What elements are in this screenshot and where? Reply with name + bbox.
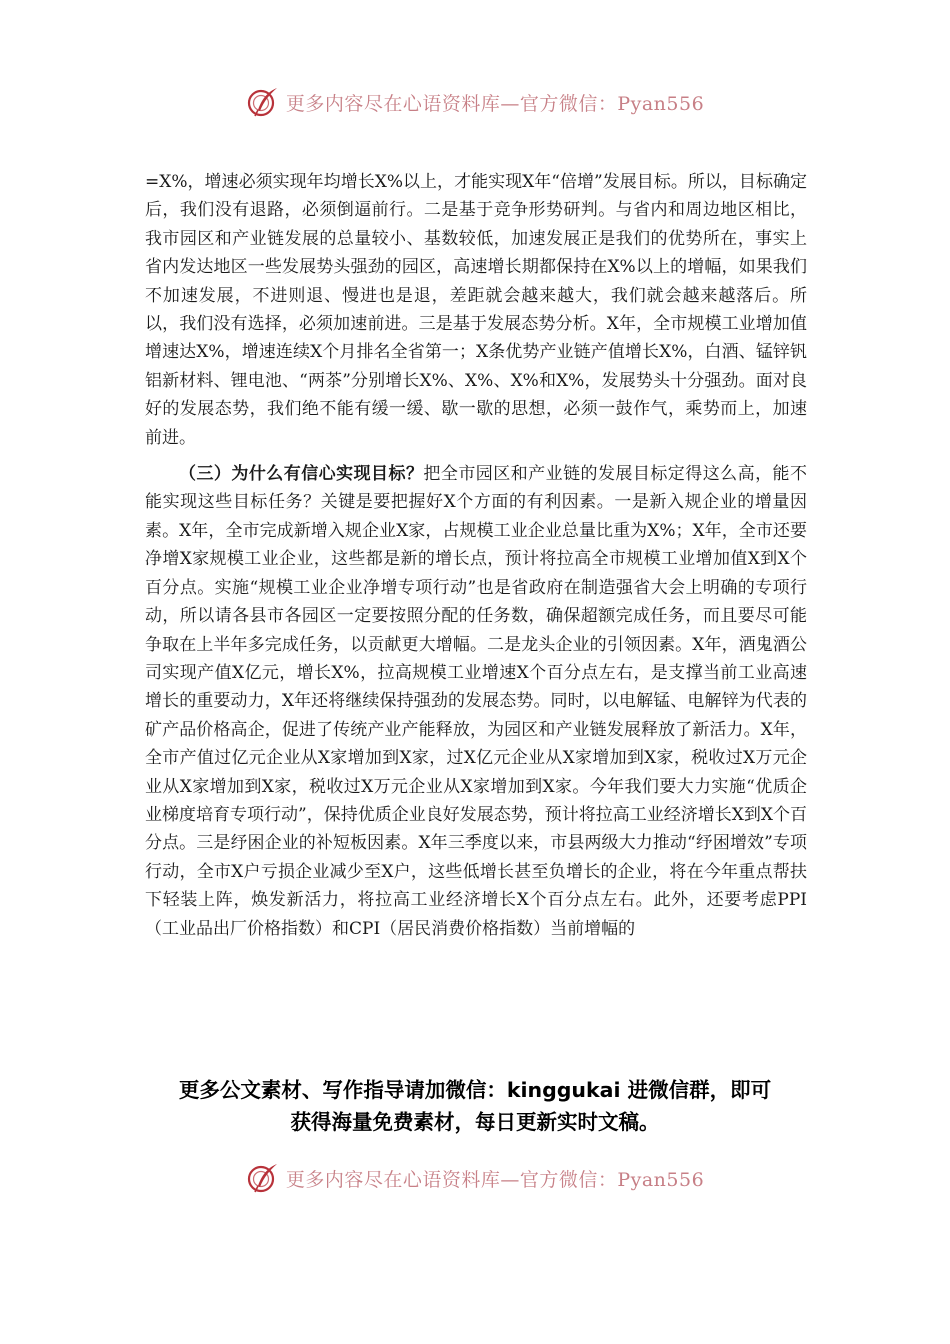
section-heading: （三）为什么有信心实现目标？ <box>179 464 424 485</box>
body-paragraph-1: =X%，增速必须实现年均增长X%以上，才能实现X年“倍增”发展目标。所以，目标确定后，我们没有退路，必须倒逼前行。二是基于竞争形势研判。与省内和周边地区相比，我市园区和产业链发展的总量较小、基数较低，加速发展正是我们的优势所在，事实上省内发达地区一些发展势头强劲的园区，高速增长期都保持在X%以上的增幅，如果我们不加速发展，不进则退、慢进也是退，差距就会越来越大，我们就会越来越落后。所以，我们没有选择，必须加速前进。三是基于发展态势分析。X年，全市规模工业增加值增速达X%，增速连续X个月排名全省第一；X条优势产业链产值增长X%，白酒、锰锌钒铝新材料、锂电池、“两茶”分别增长X%、X%、X%和X%，发展势头十分强劲。面对良好的发展态势，我们绝不能有缓一缓、歇一歇的思想，必须一鼓作气，乘势而上，加速前进。 <box>145 172 807 448</box>
footer-banner-text: 更多内容尽在心语资料库—官方微信：Pyan556 <box>285 1168 705 1191</box>
quill-logo-icon <box>246 85 280 119</box>
header-banner-text: 更多内容尽在心语资料库—官方微信：Pyan556 <box>285 92 705 115</box>
header-banner <box>0 82 950 122</box>
document-body <box>145 168 807 943</box>
promo-line-1: 更多公文素材、写作指导请加微信：kinggukai 进微信群，即可 <box>178 1078 772 1102</box>
footer-banner <box>0 1158 950 1198</box>
footer-banner-content <box>246 1161 704 1195</box>
body-paragraph-2-text: 把全市园区和产业链的发展目标定得这么高，能不能实现这些目标任务？关键是要把握好X个方面的有利因素。一是新入规企业的增量因素。X年，全市完成新增入规企业X家，占规模工业企业总量比重为X%；X年，全市还要净增X家规模工业企业，这些都是新的增长点，预计将拉高全市规模工业增加值X到X个百分点。实施“规模工业企业净增专项行动”也是省政府在制造强省大会上明确的专项行动，所以请各县市各园区一定要按照分配的任务数，确保超额完成任务，而且要尽可能争取在上半年多完成任务，以贡献更大增幅。二是龙头企业的引领因素。X年，酒鬼酒公司实现产值X亿元，增长X%，拉高规模工业增速X个百分点左右，是支撑当前工业高速增长的重要动力，X年还将继续保持强劲的发展态势。同时，以电解锰、电解锌为代表的矿产品价格高企，促进了传统产业产能释放，为园区和产业链发展释放了新活力。X年，全市产值过亿元企业从X家增加到X家，过X亿元企业从X家增加到X家，税收过X万元企业从X家增加到X家，税收过X万元企业从X家增加到X家。今年我们要大力实施“优质企业梯度培育专项行动”，保持优质企业良好发展态势，预计将拉高工业经济增长X到X个百分点。三是纾困企业的补短板因素。X年三季度以来，市县两级大力推动“纾困增效”专项行动，全市X户亏损企业减少至X户，这些低增长甚至负增长的企业，将在今年重点帮扶下轻装上阵，焕发新活力，将拉高工业经济增长X个百分点左右。此外，还要考虑PPI（工业品出厂价格指数）和CPI（居民消费价格指数）当前增幅的 <box>145 464 808 939</box>
header-banner-content <box>246 85 704 119</box>
body-paragraph-2 <box>145 460 807 943</box>
promo-line-2: 获得海量免费素材，每日更新实时文稿。 <box>290 1110 660 1134</box>
quill-logo-icon <box>246 1161 280 1195</box>
promo-notice <box>130 1074 820 1138</box>
